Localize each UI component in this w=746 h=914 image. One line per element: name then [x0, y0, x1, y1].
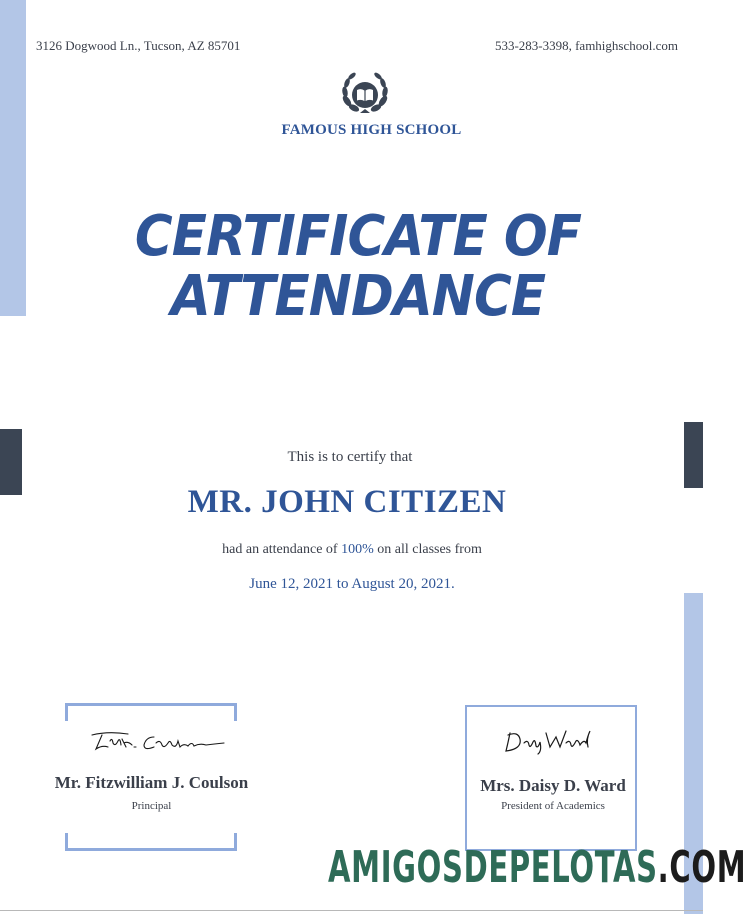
school-address: 3126 Dogwood Ln., Tucson, AZ 85701	[36, 38, 241, 53]
principal-signature	[88, 725, 228, 755]
president-name: Mrs. Daisy D. Ward	[480, 776, 626, 795]
certify-intro: This is to certify that	[287, 449, 413, 465]
principal-name: Mr. Fitzwilliam J. Coulson	[54, 773, 249, 792]
school-contact: 533-283-3398, famhighschool.com	[494, 38, 678, 53]
left-accent-bar-top	[0, 0, 26, 316]
certificate-title-line1: CERTIFICATE OF	[134, 204, 582, 269]
watermark-domain-name: AMIGOSDEPELOTAS	[328, 842, 658, 893]
certificate-title	[29, 204, 688, 329]
certificate-title-line2: ATTENDANCE	[170, 264, 546, 329]
attendance-pre-text: had an attendance of	[222, 542, 342, 557]
site-watermark	[328, 840, 746, 896]
attendance-date-range: June 12, 2021 to August 20, 2021.	[249, 576, 455, 592]
laurel-book-crest-icon	[336, 71, 394, 117]
recipient-name: MR. JOHN CITIZEN	[187, 484, 507, 520]
president-role: President of Academics	[501, 800, 605, 812]
principal-role: Principal	[131, 800, 172, 812]
attendance-statement	[0, 542, 704, 558]
school-name: FAMOUS HIGH SCHOOL	[281, 122, 462, 138]
president-signature	[502, 727, 594, 755]
attendance-percentage: 100%	[341, 542, 374, 557]
page-bottom-border	[0, 910, 703, 911]
watermark-domain-tld: .COM	[657, 842, 746, 893]
attendance-post-text: on all classes from	[373, 542, 482, 557]
